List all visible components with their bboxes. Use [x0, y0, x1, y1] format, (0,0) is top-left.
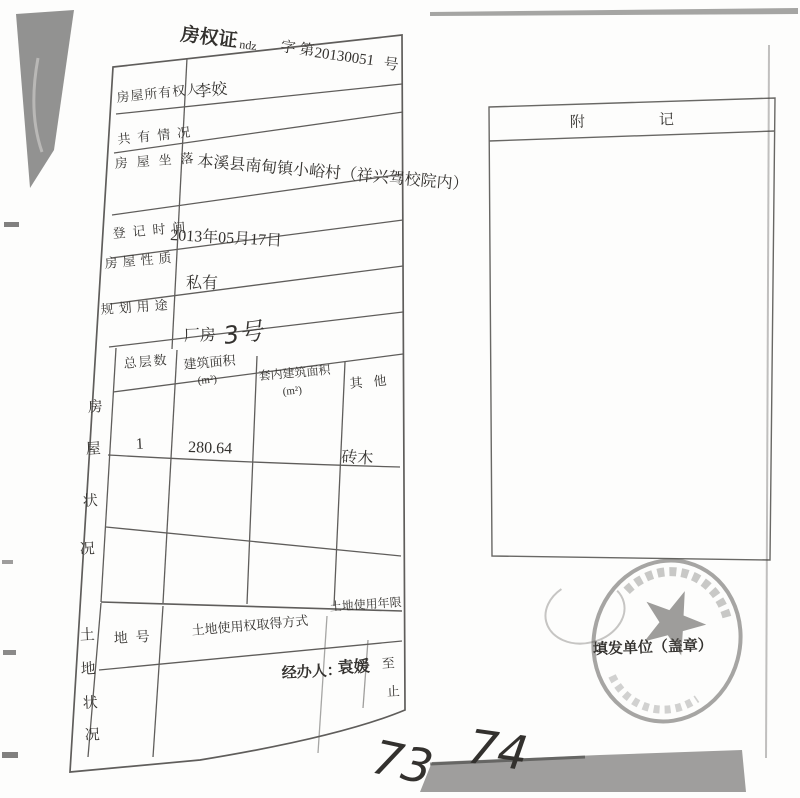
top-left-corner-shadow [16, 10, 74, 188]
cell-total-floors: 1 [135, 435, 145, 453]
field-label-location: 房屋坐落 [114, 149, 204, 171]
house-status-section [79, 352, 398, 558]
column-line [101, 348, 116, 602]
cell-other: 砖木 [340, 449, 374, 468]
side-char: 土 [79, 627, 96, 644]
col-unit-inner-area: (m²) [282, 384, 303, 398]
page-number-right: 74 [464, 719, 532, 783]
cell-floor-area: 280.64 [187, 439, 233, 458]
land-status-section [79, 594, 402, 744]
remarks-title: 附记 [569, 110, 749, 131]
field-value-planned-use: 厂房 [183, 326, 217, 345]
land-header-plot: 地号 [113, 629, 159, 647]
col-header-floor-area: 建筑面积 [182, 352, 237, 372]
issuer-label: 填发单位（盖章） [592, 637, 714, 658]
col-header-other: 其他 [348, 371, 399, 391]
field-label-registration-date: 登记时间 [111, 219, 193, 241]
binding-mark [4, 222, 19, 227]
side-char: 状 [82, 493, 99, 510]
binding-mark [2, 560, 13, 564]
binding-mark [3, 650, 16, 655]
column-line [247, 356, 257, 604]
right-page-edge [766, 45, 769, 758]
remarks-header-line [489, 131, 775, 141]
handwritten-use-note: 3号 [221, 316, 265, 350]
column-line [318, 616, 327, 753]
side-char: 状 [82, 695, 99, 712]
field-value-owner: 李姣 [194, 80, 229, 101]
side-char: 况 [79, 541, 96, 558]
remarks-box [489, 98, 775, 560]
side-char: 房 [87, 399, 104, 416]
land-header-term: 土地使用年限 [329, 595, 403, 614]
binding-mark [2, 752, 18, 758]
remarks-border [489, 98, 775, 560]
field-value-location: 本溪县南甸镇小峪村（祥兴驾校院内） [196, 153, 470, 194]
owner-fields [100, 80, 469, 350]
col-unit-floor-area: (m²) [197, 373, 218, 387]
field-label-co-ownership: 共有情况 [116, 123, 198, 147]
field-value-registration-date: 2013年05月17日 [169, 227, 283, 250]
serial-number: 20130051 [313, 45, 376, 70]
field-label-owner: 房屋所有权人 [115, 81, 201, 105]
series-label: 字第 [279, 39, 320, 61]
top-page-edge-shadow [430, 8, 798, 16]
side-char: 地 [80, 661, 97, 678]
term-to: 止 [386, 683, 401, 699]
land-header-acquisition: 土地使用权取得方式 [190, 612, 309, 638]
certificate-code: ndz [238, 37, 258, 54]
col-header-inner-area: 套内建筑面积 [258, 362, 332, 383]
field-label-planned-use: 规划用途 [100, 297, 174, 317]
certificate-title: 房权证 [179, 24, 239, 52]
seal-arc-text [607, 676, 697, 719]
page-number-left: 73 [367, 729, 438, 797]
side-char: 况 [84, 727, 101, 744]
term-from: 至 [381, 655, 396, 671]
field-label-property-nature: 房屋性质 [103, 249, 178, 271]
col-header-floors: 总层数 [122, 352, 170, 371]
field-value-property-nature: 私有 [186, 275, 219, 292]
label-column-line [172, 58, 187, 349]
agent-name: 袁媛 [337, 658, 371, 677]
column-line [153, 606, 163, 757]
agent-label: 经办人： [281, 662, 343, 682]
column-line [163, 350, 177, 603]
side-char: 屋 [85, 441, 102, 458]
number-suffix: 号 [382, 56, 400, 75]
row-line [106, 527, 401, 556]
issuer-area [539, 544, 759, 738]
column-line [334, 362, 345, 606]
